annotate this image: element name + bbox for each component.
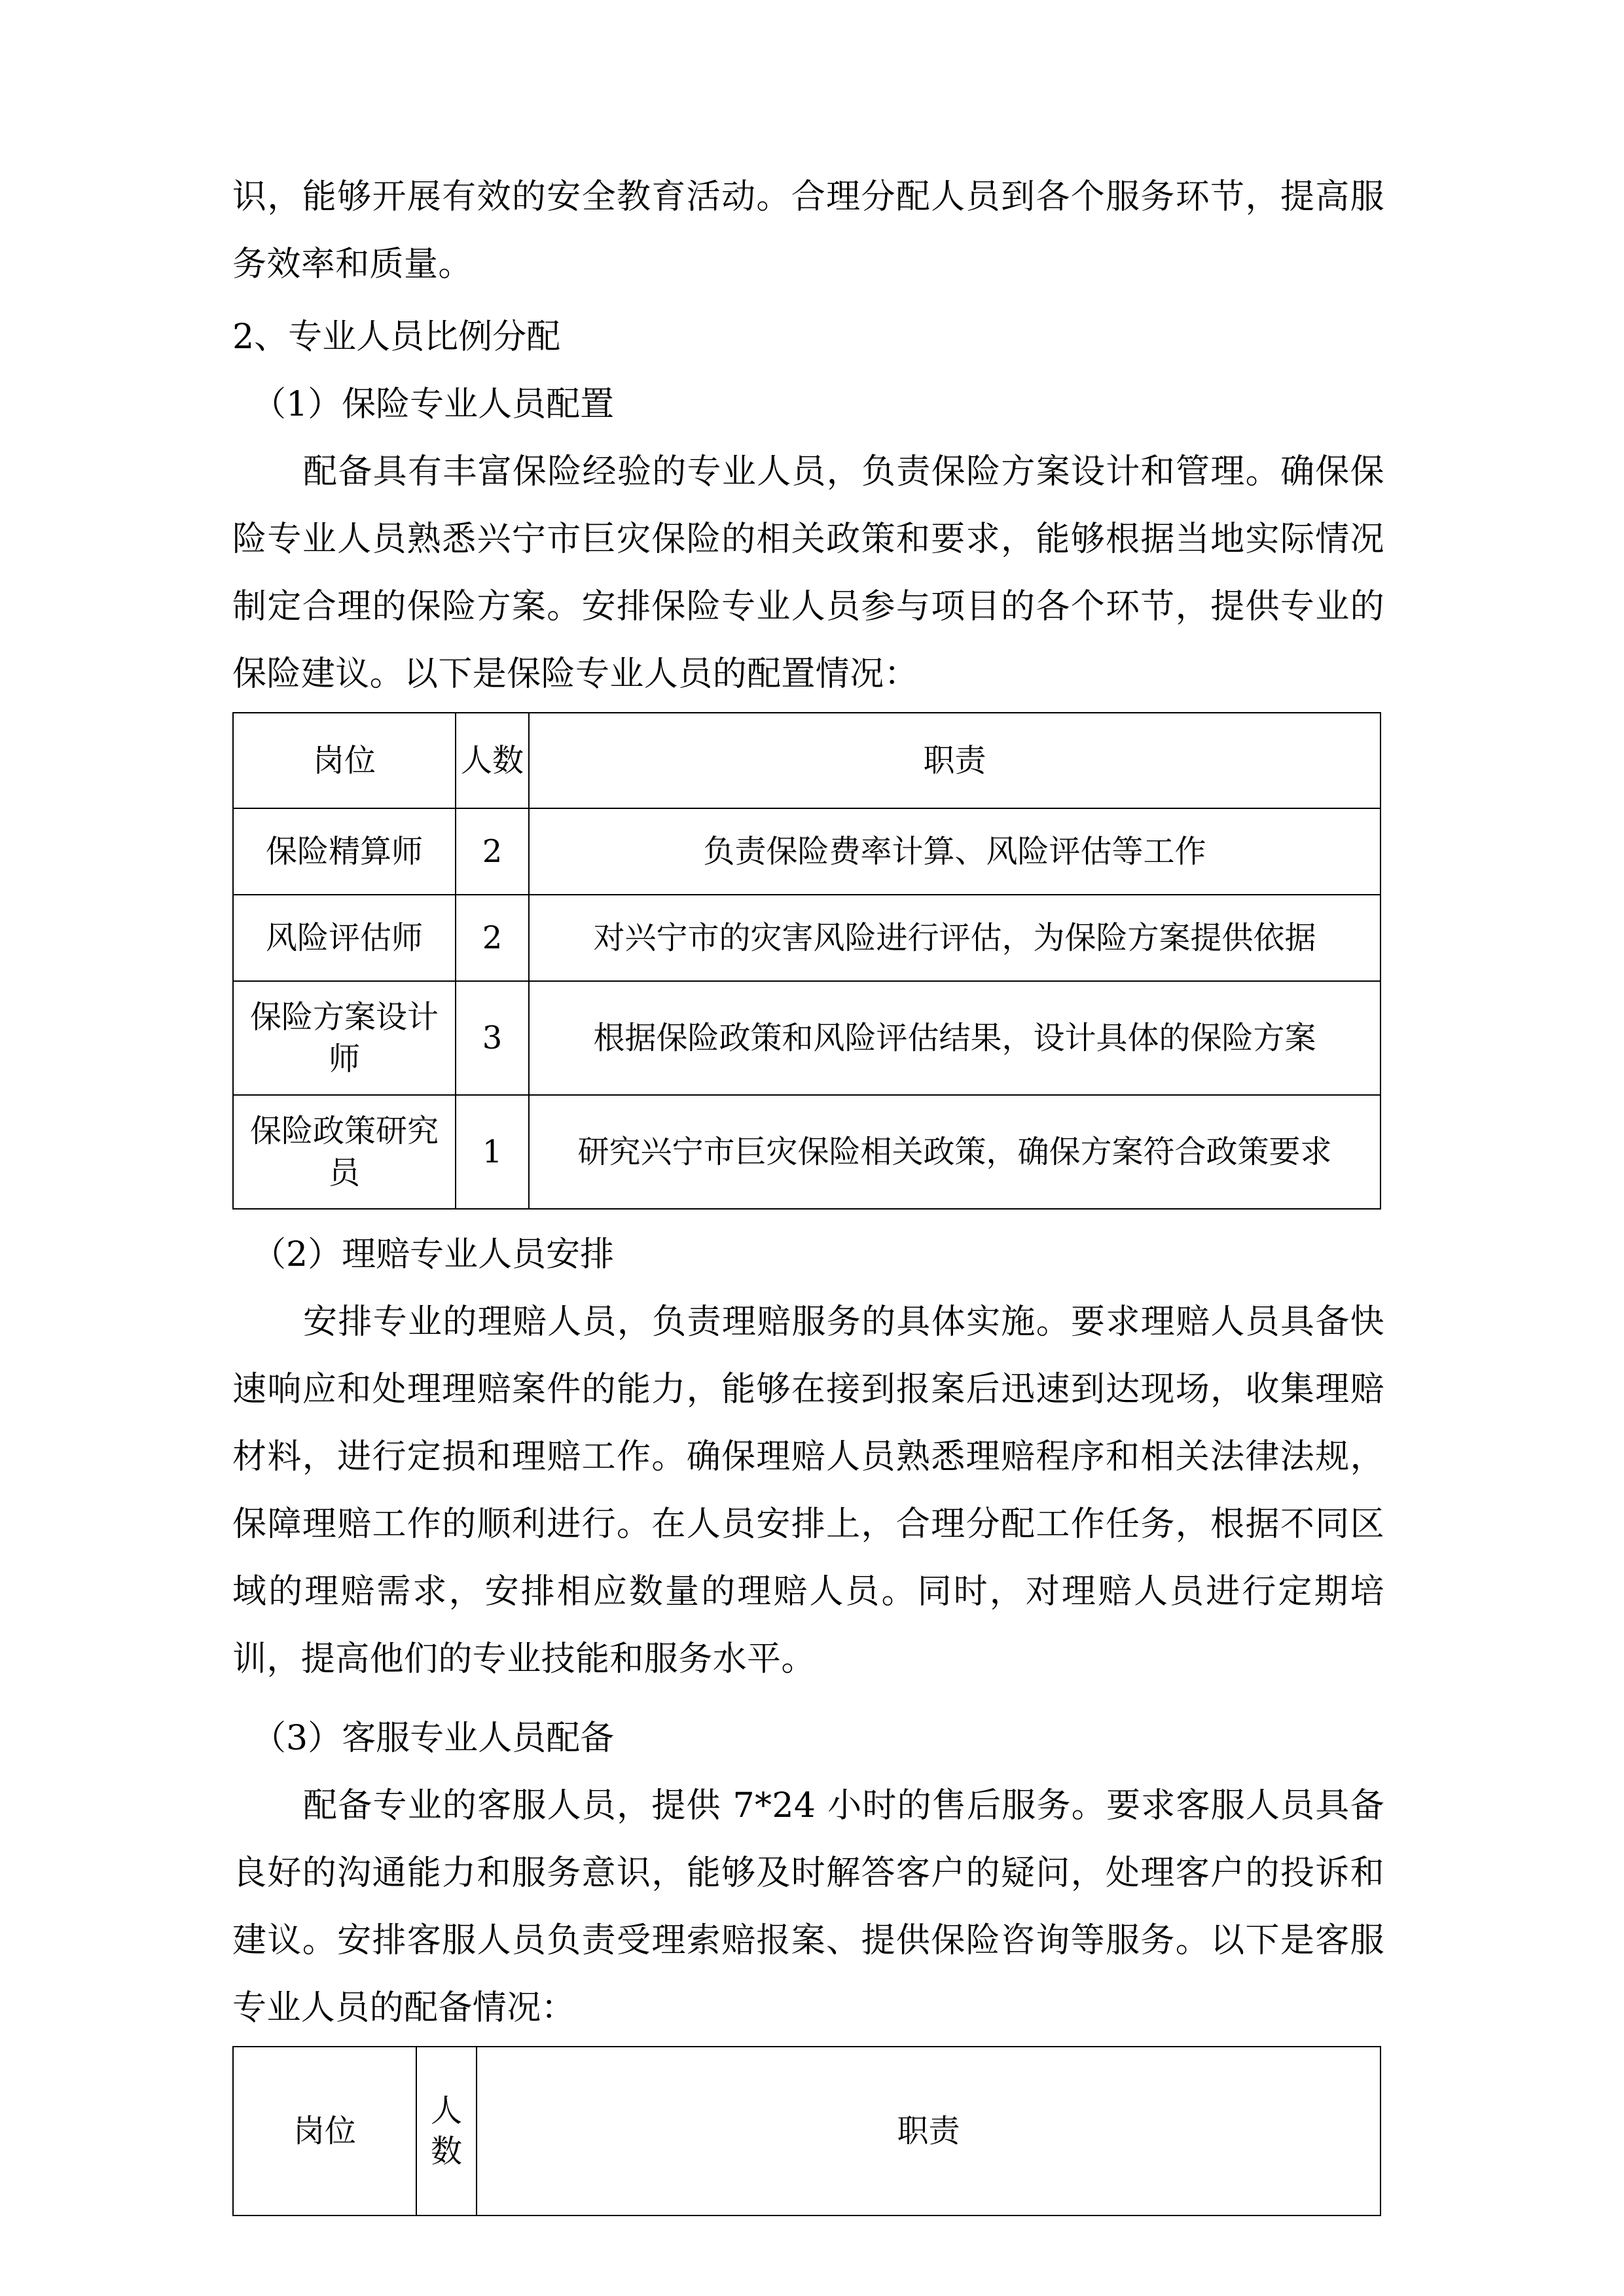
subsection-2-paragraph: 安排专业的理赔人员，负责理赔服务的具体实施。要求理赔人员具备快速响应和处理理赔案件的能力，能够在接到报案后迅速到达现场，收集理赔材料，进行定损和理赔工作。确保理赔人员熟悉理赔程序和相关法律法规，保障理赔工作的顺利进行。在人员安排上，合理分配工作任务，根据不同区域的理赔需求，安排相应数量的理赔人员。同时，对理赔人员进行定期培训，提高他们的专业技能和服务水平。 — [232, 1302, 1384, 1679]
cell-post: 保险方案设计师 — [233, 981, 456, 1095]
top-paragraph: 识，能够开展有效的安全教育活动。合理分配人员到各个服务环节，提高服务效率和质量。 — [232, 177, 1384, 284]
cell-duty: 研究兴宁市巨灾保险相关政策，确保方案符合政策要求 — [529, 1095, 1380, 1209]
table-header-row — [233, 713, 1380, 808]
table-row — [233, 981, 1380, 1095]
subsection-heading-1: （1）保险专业人员配置 — [252, 385, 615, 424]
table-row — [233, 1095, 1380, 1209]
header-post: 岗位 — [233, 713, 456, 808]
header-count — [416, 2047, 477, 2215]
customer-service-staff-table — [232, 2046, 1381, 2216]
spacer — [232, 1693, 1384, 1705]
header-post: 岗位 — [233, 2047, 416, 2215]
spacer — [232, 298, 1384, 304]
table-row — [233, 808, 1380, 895]
page-content — [232, 164, 1384, 2216]
cell-count: 3 — [456, 981, 529, 1095]
cell-count: 2 — [456, 895, 529, 981]
cell-post: 保险政策研究员 — [233, 1095, 456, 1209]
header-count-line-1: 人 — [430, 2092, 462, 2129]
cell-post: 风险评估师 — [233, 895, 456, 981]
header-duty: 职责 — [477, 2047, 1380, 2215]
insurance-staff-table — [232, 712, 1381, 1210]
table-header-row — [233, 2047, 1380, 2215]
subsection-1-paragraph: 配备具有丰富保险经验的专业人员，负责保险方案设计和管理。确保保险专业人员熟悉兴宁市巨灾保险的相关政策和要求，能够根据当地实际情况制定合理的保险方案。安排保险专业人员参与项目的各个环节，提供专业的保险建议。以下是保险专业人员的配置情况： — [232, 452, 1384, 694]
cell-post: 保险精算师 — [233, 808, 456, 895]
cell-duty: 负责保险费率计算、风险评估等工作 — [529, 808, 1380, 895]
subsection-heading-3: （3）客服专业人员配备 — [252, 1719, 615, 1758]
subsection-heading-2: （2）理赔专业人员安排 — [252, 1235, 615, 1274]
subsection-3-paragraph: 配备专业的客服人员，提供 7*24 小时的售后服务。要求客服人员具备良好的沟通能力和服务意识，能够及时解答客户的疑问，处理客户的投诉和建议。安排客服人员负责受理索赔报案、提供保险咨询等服务。以下是客服专业人员的配备情况： — [232, 1786, 1384, 2028]
header-duty: 职责 — [529, 713, 1380, 808]
cell-duty: 根据保险政策和风险评估结果，设计具体的保险方案 — [529, 981, 1380, 1095]
cell-count: 1 — [456, 1095, 529, 1209]
section-heading-2: 2、专业人员比例分配 — [232, 317, 561, 357]
header-count-line-2: 数 — [430, 2133, 462, 2170]
spacer — [232, 1210, 1384, 1221]
cell-count: 2 — [456, 808, 529, 895]
table-row — [233, 895, 1380, 981]
cell-duty: 对兴宁市的灾害风险进行评估，为保险方案提供依据 — [529, 895, 1380, 981]
header-count: 人数 — [456, 713, 529, 808]
